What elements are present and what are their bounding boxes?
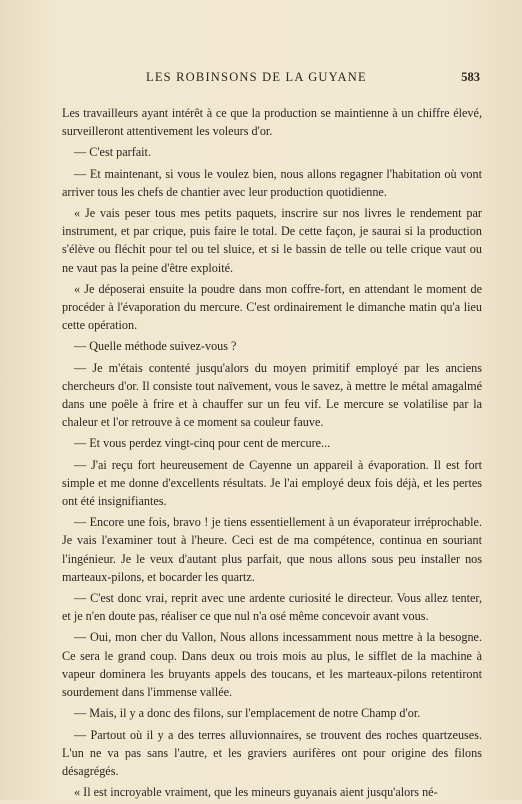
paragraph-14: — Partout où il y a des terres alluvionnaires, se trouvent des roches quartzeuses. L'un ne va pas sans l'autre, et les graviers aurifères ont pour origine des filons désagrégés. xyxy=(62,727,482,778)
paragraph-15: « Il est incroyable vraiment, que les mineurs guyanais aient jusqu'alors né- xyxy=(74,785,438,800)
paragraph-11: — C'est donc vrai, reprit avec une ardente curiosité le directeur. Vous allez tenter, et je n'en doute pas, réaliser ce que nul n'a osé même concevoir avant vous. xyxy=(62,591,482,624)
running-header xyxy=(62,70,480,90)
paragraph-13: — Mais, il y a donc des filons, sur l'emplacement de notre Champ d'or. xyxy=(74,706,421,721)
paragraph-12: — Oui, mon cher du Vallon, Nous allons incessamment nous mettre à la besogne. Ce sera le grand coup. Dans deux ou trois mois au plus, le sifflet de la machine à vapeur dominera les bruyants appels des toucans, et les marteaux-pilons retentiront sourdement dans l'immense vallée. xyxy=(62,630,482,700)
page-number: 583 xyxy=(461,70,480,84)
paragraph-8: — Et vous perdez vingt-cinq pour cent de mercure... xyxy=(74,436,331,451)
running-title: LES ROBINSONS DE LA GUYANE xyxy=(146,70,367,84)
paragraph-7: — Je m'étais contenté jusqu'alors du moyen primitif employé par les anciens chercheurs d'or. Il consiste tout naïvement, vous le savez, à mettre le métal amagalmé dans une poêle à frire et à chauffer sur un feu vif. Le mercure se volatilise par la chaleur et l'or retrouve à ce moment sa couleur fauve. xyxy=(62,360,482,430)
paragraph-4: « Je vais peser tous mes petits paquets, inscrire sur nos livres le rendement par instrument, et par crique, puis faire le total. De cette façon, je saurai si la production s'élève ou fléchit pour tel ou tel sluice, et si le bassin de telle ou telle crique vaut ou ne vaut pas la peine d'être exploité. xyxy=(62,206,482,275)
paragraph-10: — Encore une fois, bravo ! je tiens essentiellement à un évaporateur irréprochable. Je vais l'examiner tout à l'heure. Ceci est de ma compétence, continua en souriant l'ingénieur. Je le veux d'autant plus parfait, que nous allons sous peu installer nos marteaux-pilons, et bocarder les quartz. xyxy=(62,515,482,584)
paragraph-6: — Quelle méthode suivez-vous ? xyxy=(74,339,237,354)
page-body xyxy=(62,104,482,804)
paragraph-5: « Je déposerai ensuite la poudre dans mon coffre-fort, en attendant le moment de procéder à l'évaporation du mercure. C'est ordinairement le dimanche matin qu'a lieu cette opération. xyxy=(62,281,482,333)
paragraph-2: — C'est parfait. xyxy=(74,145,151,160)
paragraph-9: — J'ai reçu fort heureusement de Cayenne un appareil à évaporation. Il est fort simple et me donne d'excellents résultats. Je l'ai employé deux fois déjà, et les pertes ont été insignifiantes. xyxy=(62,457,482,509)
paragraph-1: Les travailleurs ayant intérêt à ce que la production se maintienne à un chiffre élevé, surveilleront attentivement les voleurs d'or. xyxy=(62,106,482,139)
paragraph-3: — Et maintenant, si vous le voulez bien, nous allons regagner l'habitation où vont arriver tous les chefs de chantier avec leur production quotidienne. xyxy=(62,166,482,199)
